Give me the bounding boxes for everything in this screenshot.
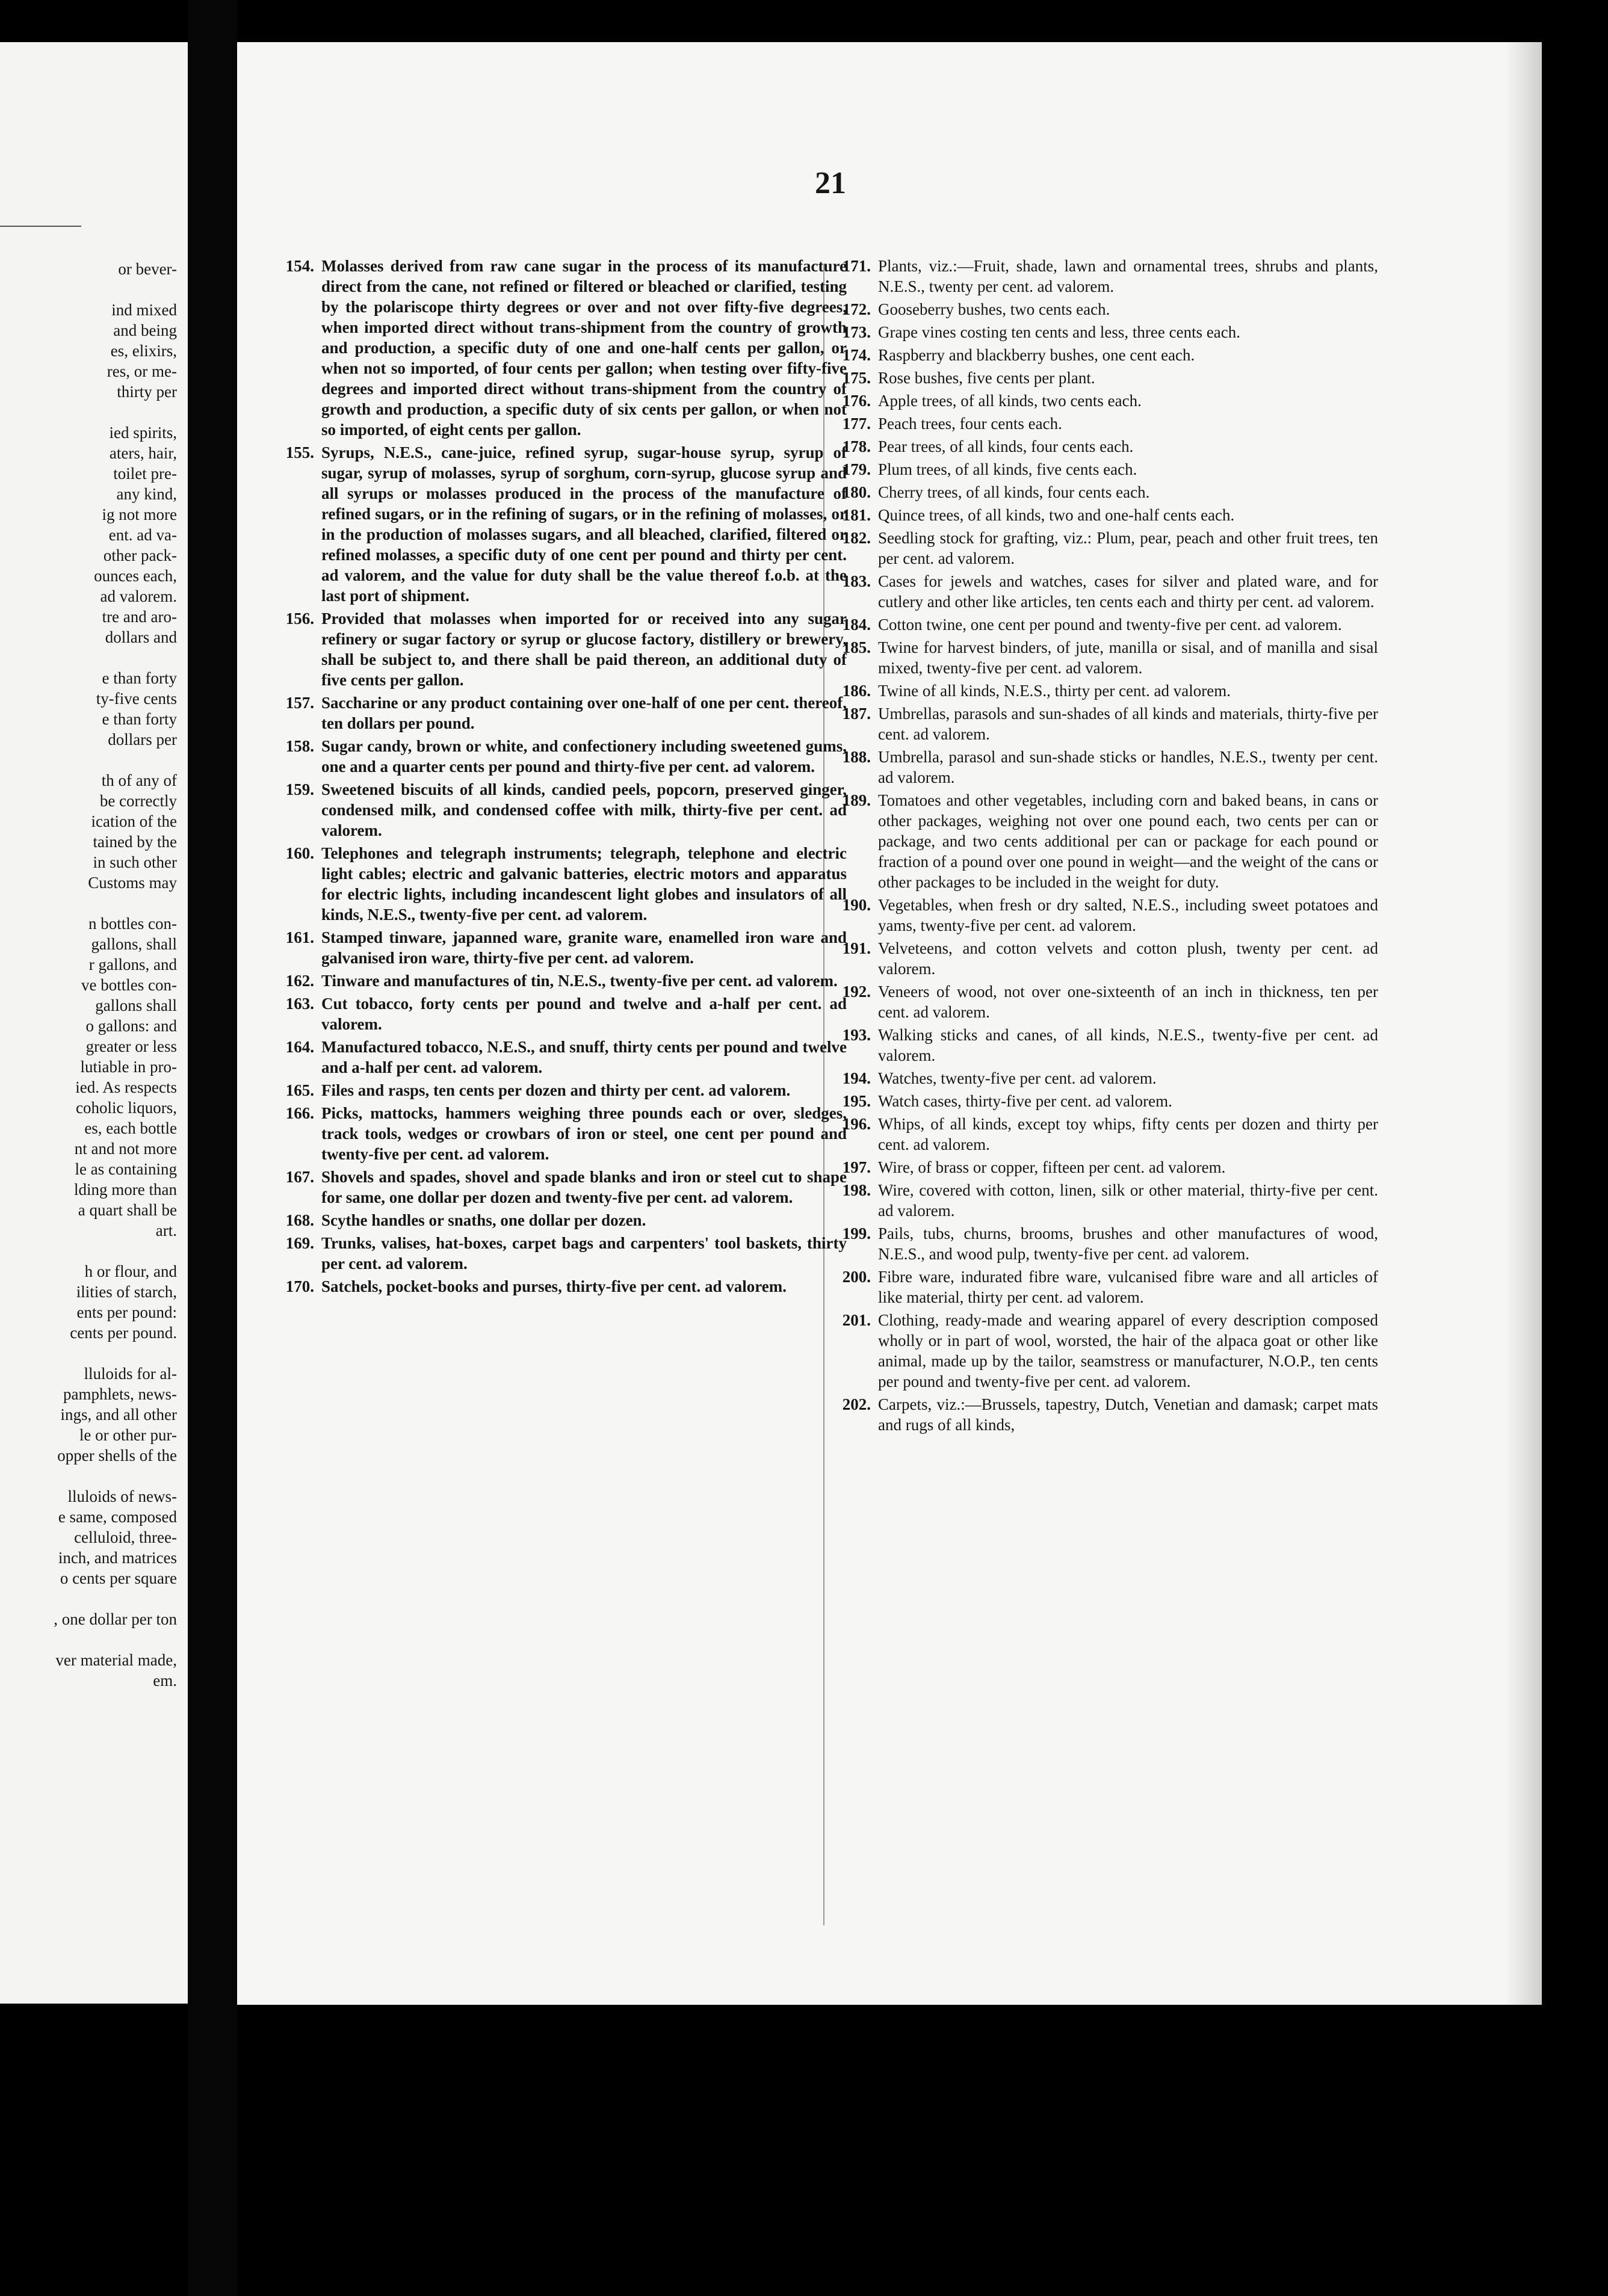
tariff-item-text: Pails, tubs, churns, brooms, brushes and other manufactures of wood, N.E.S., and wood pulp, twenty-five per cent. ad valorem. <box>878 1224 1378 1263</box>
page-number: 21 <box>815 166 846 200</box>
facing-page-line <box>0 1466 177 1486</box>
tariff-item <box>833 895 1378 936</box>
facing-page-line: em. <box>153 1671 177 1690</box>
tariff-item-number: 171. <box>842 257 871 275</box>
facing-page-line: ents per pound: <box>76 1303 177 1321</box>
tariff-item <box>833 299 1378 319</box>
tariff-item-text: Satchels, pocket-books and purses, thirty-five per cent. ad valorem. <box>321 1277 787 1295</box>
tariff-item-number: 198. <box>842 1181 871 1199</box>
tariff-item-text: Veneers of wood, not over one-sixteenth of an inch in thickness, ten per cent. ad valorem. <box>878 983 1378 1021</box>
tariff-item <box>833 938 1378 979</box>
tariff-item-number: 155. <box>285 443 314 461</box>
facing-page-line: res, or me- <box>107 362 177 380</box>
tariff-item-number: 188. <box>842 748 871 766</box>
facing-page-line <box>0 893 177 913</box>
facing-page-line: tained by the <box>93 833 177 851</box>
tariff-item-number: 161. <box>285 928 314 946</box>
tariff-item-text: Wire, covered with cotton, linen, silk or other material, thirty-five per cent. ad valorem. <box>878 1181 1378 1220</box>
facing-page-line: tre and aro- <box>102 608 177 626</box>
tariff-item <box>833 1157 1378 1177</box>
facing-page-line <box>0 750 177 770</box>
tariff-item-text: Tinware and manufactures of tin, N.E.S., twenty-five per cent. ad valorem. <box>321 972 838 990</box>
tariff-item-text: Watch cases, thirty-five per cent. ad valorem. <box>878 1092 1172 1110</box>
tariff-item <box>833 1091 1378 1111</box>
facing-page-fragment <box>0 42 188 2004</box>
facing-page-line: ent. ad va- <box>108 526 177 544</box>
tariff-item <box>833 1025 1378 1066</box>
tariff-item-text: Provided that molasses when imported for or received into any sugar refinery or sugar factory or syrup or glucose factory, distillery or brewery, shall be subject to, and there shall be paid thereon, an additional duty of five cents per gallon. <box>321 609 847 689</box>
tariff-item <box>278 256 847 440</box>
tariff-item-number: 197. <box>842 1158 871 1176</box>
tariff-item-text: Raspberry and blackberry bushes, one cent each. <box>878 346 1195 364</box>
tariff-item <box>833 368 1378 388</box>
tariff-item-text: Velveteens, and cotton velvets and cotton plush, twenty per cent. ad valorem. <box>878 939 1378 978</box>
facing-page-line: dollars per <box>108 730 177 748</box>
tariff-item-text: Grape vines costing ten cents and less, three cents each. <box>878 323 1241 341</box>
tariff-item <box>833 482 1378 502</box>
tariff-item <box>278 779 847 841</box>
tariff-item <box>278 1276 847 1297</box>
tariff-item-text: Cherry trees, of all kinds, four cents each. <box>878 483 1150 501</box>
tariff-item-number: 186. <box>842 682 871 700</box>
tariff-item <box>833 1267 1378 1307</box>
tariff-item-number: 170. <box>285 1277 314 1295</box>
tariff-item <box>278 442 847 606</box>
facing-page-line: ied. As respects <box>75 1078 177 1096</box>
tariff-item-number: 162. <box>285 972 314 990</box>
facing-page-rule <box>0 226 81 227</box>
tariff-item-text: Carpets, viz.:—Brussels, tapestry, Dutch, Venetian and damask; carpet mats and rugs of all kinds, <box>878 1395 1378 1434</box>
tariff-item-number: 178. <box>842 437 871 455</box>
tariff-item <box>278 693 847 733</box>
tariff-item <box>278 971 847 991</box>
tariff-item-number: 184. <box>842 616 871 634</box>
tariff-item-text: Picks, mattocks, hammers weighing three pounds each or over, sledges, track tools, wedges or crowbars of iron or steel, one cent per pound and twenty-five per cent. ad valorem. <box>321 1104 847 1163</box>
tariff-item <box>833 256 1378 297</box>
facing-page-line: o cents per square <box>60 1569 177 1587</box>
facing-page-text <box>0 259 177 1691</box>
tariff-item-number: 191. <box>842 939 871 957</box>
facing-page-line: es, each bottle <box>84 1119 177 1137</box>
tariff-item-text: Trunks, valises, hat-boxes, carpet bags and carpenters' tool baskets, thirty per cent. ad valorem. <box>321 1234 847 1273</box>
facing-page-line: nt and not more <box>74 1140 177 1158</box>
facing-page-line: ication of the <box>91 812 177 830</box>
tariff-item <box>833 322 1378 342</box>
tariff-item <box>833 1394 1378 1435</box>
tariff-item <box>833 571 1378 612</box>
facing-page-line: ver material made, <box>55 1651 177 1669</box>
tariff-item-number: 169. <box>285 1234 314 1252</box>
tariff-item-text: Clothing, ready-made and wearing apparel of every description composed wholly or in part of wool, worsted, the hair of the alpaca goat or other like animal, made up by the tailor, seamstress or manufacturer, N.O.P., ten cents per pound and twenty-five per cent. ad valorem. <box>878 1311 1378 1390</box>
tariff-item-text: Stamped tinware, japanned ware, granite ware, enamelled iron ware and galvanised iron ware, thirty-five per cent. ad valorem. <box>321 928 847 967</box>
tariff-item <box>278 1233 847 1274</box>
tariff-item-text: Watches, twenty-five per cent. ad valorem. <box>878 1069 1157 1087</box>
facing-page-line: cents per pound. <box>70 1324 177 1342</box>
tariff-item-number: 172. <box>842 300 871 318</box>
tariff-item-text: Umbrellas, parasols and sun-shades of all kinds and materials, thirty-five per cent. ad valorem. <box>878 705 1378 743</box>
tariff-item-number: 200. <box>842 1268 871 1286</box>
tariff-item <box>833 413 1378 434</box>
tariff-item-number: 168. <box>285 1211 314 1229</box>
tariff-item-text: Quince trees, of all kinds, two and one-half cents each. <box>878 506 1235 524</box>
facing-page-line: ve bottles con- <box>81 976 177 994</box>
tariff-column-left <box>278 256 847 1299</box>
tariff-item-text: Cases for jewels and watches, cases for silver and plated ware, and for cutlery and other like articles, ten cents each and thirty per cent. ad valorem. <box>878 572 1378 611</box>
tariff-item-text: Tomatoes and other vegetables, including corn and baked beans, in cans or other packages, weighing not over one pound each, two cents per can or package, and two cents additional per can or package for each pound or fraction of a pound over one pound in weight—and the weight of the cans or other packages to be included in the weight for duty. <box>878 791 1378 891</box>
tariff-item-number: 154. <box>285 257 314 275</box>
facing-page-line <box>0 402 177 422</box>
tariff-item-number: 193. <box>842 1026 871 1044</box>
facing-page-line: Customs may <box>88 874 177 892</box>
tariff-item-number: 187. <box>842 705 871 723</box>
tariff-item-number: 177. <box>842 415 871 433</box>
tariff-item-number: 157. <box>285 694 314 712</box>
facing-page-line: other pack- <box>103 546 177 564</box>
tariff-item-text: Telephones and telegraph instruments; telegraph, telephone and electric light cables; electric and galvanic batteries, electric motors and apparatus for electric lights, including incandescent light globes and insulators of all kinds, N.E.S., twenty-five per cent. ad valorem. <box>321 844 847 924</box>
tariff-item-text: Wire, of brass or copper, fifteen per cent. ad valorem. <box>878 1158 1226 1176</box>
tariff-item-number: 199. <box>842 1224 871 1242</box>
facing-page-line: e than forty <box>102 669 177 687</box>
tariff-item-text: Files and rasps, ten cents per dozen and thirty per cent. ad valorem. <box>321 1081 791 1099</box>
tariff-item-number: 159. <box>285 780 314 798</box>
facing-page-line: es, elixirs, <box>110 342 177 360</box>
facing-page-line: gallons, shall <box>91 935 177 953</box>
tariff-item <box>833 528 1378 569</box>
tariff-item <box>278 843 847 925</box>
facing-page-line: aters, hair, <box>109 444 177 462</box>
tariff-item-text: Apple trees, of all kinds, two cents each. <box>878 392 1142 410</box>
tariff-item <box>278 993 847 1034</box>
facing-page-line: thirty per <box>117 383 177 401</box>
tariff-item <box>833 390 1378 411</box>
facing-page-line <box>0 1241 177 1261</box>
tariff-item <box>833 637 1378 678</box>
facing-page-line: lluloids for al- <box>84 1365 177 1383</box>
tariff-item-text: Gooseberry bushes, two cents each. <box>878 300 1110 318</box>
tariff-item-text: Walking sticks and canes, of all kinds, N.E.S., twenty-five per cent. ad valorem. <box>878 1026 1378 1064</box>
facing-page-line: le or other pur- <box>79 1426 177 1444</box>
tariff-item <box>278 608 847 690</box>
facing-page-line: be correctly <box>99 792 177 810</box>
tariff-item <box>833 1223 1378 1264</box>
facing-page-line <box>0 1629 177 1650</box>
tariff-item <box>278 1037 847 1078</box>
facing-page-line: pamphlets, news- <box>63 1385 177 1403</box>
tariff-item <box>278 1103 847 1164</box>
tariff-item-number: 156. <box>285 609 314 628</box>
facing-page-line: in such other <box>93 853 177 871</box>
facing-page-line <box>0 279 177 300</box>
tariff-item <box>278 1210 847 1230</box>
tariff-item-text: Twine for harvest binders, of jute, manilla or sisal, and of manilla and sisal mixed, twenty-five per cent. ad valorem. <box>878 638 1378 677</box>
tariff-item <box>278 1167 847 1208</box>
tariff-item-number: 189. <box>842 791 871 809</box>
facing-page-line: and being <box>113 321 177 339</box>
facing-page-line: opper shells of the <box>57 1446 177 1464</box>
tariff-item-text: Plants, viz.:—Fruit, shade, lawn and ornamental trees, shrubs and plants, N.E.S., twenty per cent. ad valorem. <box>878 257 1378 295</box>
tariff-item <box>833 981 1378 1022</box>
tariff-item-number: 179. <box>842 460 871 478</box>
tariff-item <box>833 790 1378 892</box>
tariff-item-text: Vegetables, when fresh or dry salted, N.E.S., including sweet potatoes and yams, twenty-five per cent. ad valorem. <box>878 896 1378 934</box>
tariff-item <box>833 1310 1378 1392</box>
facing-page-line: le as containing <box>75 1160 177 1178</box>
tariff-item <box>278 736 847 777</box>
tariff-item <box>278 1080 847 1100</box>
tariff-item <box>833 614 1378 635</box>
facing-page-line <box>0 647 177 668</box>
facing-page-line: any kind, <box>116 485 177 503</box>
tariff-item-text: Sweetened biscuits of all kinds, candied peels, popcorn, preserved ginger, condensed milk, and condensed coffee with milk, thirty-five per cent. ad valorem. <box>321 780 847 839</box>
tariff-item-text: Seedling stock for grafting, viz.: Plum, pear, peach and other fruit trees, ten per cent. ad valorem. <box>878 529 1378 567</box>
facing-page-line: ig not more <box>102 505 177 523</box>
tariff-item-number: 174. <box>842 346 871 364</box>
facing-page-line: ings, and all other <box>60 1406 177 1424</box>
tariff-item-number: 183. <box>842 572 871 590</box>
tariff-item-text: Plum trees, of all kinds, five cents each. <box>878 460 1137 478</box>
facing-page-line: ied spirits, <box>109 424 177 442</box>
facing-page-line: greater or less <box>85 1037 177 1055</box>
tariff-item-number: 160. <box>285 844 314 862</box>
tariff-item <box>833 505 1378 525</box>
facing-page-line: e same, composed <box>58 1508 177 1526</box>
facing-page-line <box>0 1588 177 1609</box>
tariff-item-text: Twine of all kinds, N.E.S., thirty per cent. ad valorem. <box>878 682 1231 700</box>
tariff-item-text: Fibre ware, indurated fibre ware, vulcanised fibre ware and all articles of like material, thirty per cent. ad valorem. <box>878 1268 1378 1306</box>
tariff-item <box>833 345 1378 365</box>
tariff-item-text: Umbrella, parasol and sun-shade sticks or handles, N.E.S., twenty per cent. ad valorem. <box>878 748 1378 786</box>
facing-page-line: gallons shall <box>95 996 177 1014</box>
facing-page-line <box>0 1343 177 1363</box>
tariff-item-text: Shovels and spades, shovel and spade blanks and iron or steel cut to shape for same, one dollar per dozen and twenty-five per cent. ad valorem. <box>321 1168 847 1206</box>
tariff-item <box>833 747 1378 788</box>
page-edge-shadow <box>1506 42 1542 2005</box>
facing-page-line: art. <box>155 1221 177 1239</box>
tariff-item-number: 176. <box>842 392 871 410</box>
tariff-item-text: Sugar candy, brown or white, and confectionery including sweetened gums, one and a quarter cents per pound and thirty-five per cent. ad valorem. <box>321 737 847 776</box>
facing-page-line: r gallons, and <box>88 955 177 974</box>
facing-page-line: lutiable in pro- <box>80 1058 177 1076</box>
facing-page-line: toilet pre- <box>113 464 177 483</box>
tariff-item-number: 164. <box>285 1038 314 1056</box>
tariff-item-number: 158. <box>285 737 314 755</box>
tariff-item-number: 180. <box>842 483 871 501</box>
tariff-item-text: Cut tobacco, forty cents per pound and twelve and a-half per cent. ad valorem. <box>321 995 847 1033</box>
facing-page-line: th of any of <box>101 771 177 789</box>
tariff-item-number: 173. <box>842 323 871 341</box>
tariff-item-text: Cotton twine, one cent per pound and twenty-five per cent. ad valorem. <box>878 616 1342 634</box>
facing-page-line: n bottles con- <box>88 915 177 933</box>
tariff-item-number: 181. <box>842 506 871 524</box>
facing-page-line: o gallons: and <box>85 1017 177 1035</box>
tariff-item-number: 175. <box>842 369 871 387</box>
facing-page-line: dollars and <box>105 628 177 646</box>
tariff-item-number: 165. <box>285 1081 314 1099</box>
facing-page-line: ind mixed <box>111 301 177 319</box>
facing-page-line: coholic liquors, <box>76 1099 177 1117</box>
tariff-item <box>833 459 1378 480</box>
facing-page-line: h or flour, and <box>84 1262 177 1280</box>
facing-page-line: a quart shall be <box>78 1201 177 1219</box>
facing-page-line: , one dollar per ton <box>54 1610 177 1628</box>
tariff-item-text: Saccharine or any product containing over one-half of one per cent. thereof, ten dollars per pound. <box>321 694 847 732</box>
facing-page-line: lluloids of news- <box>67 1487 177 1505</box>
tariff-item <box>833 680 1378 701</box>
tariff-item <box>278 927 847 968</box>
tariff-item-text: Scythe handles or snaths, one dollar per dozen. <box>321 1211 646 1229</box>
tariff-item <box>833 703 1378 744</box>
facing-page-line: e than forty <box>102 710 177 728</box>
tariff-item <box>833 1180 1378 1221</box>
tariff-item-number: 163. <box>285 995 314 1013</box>
tariff-item-number: 196. <box>842 1115 871 1133</box>
facing-page-line: ounces each, <box>94 567 177 585</box>
tariff-item-number: 192. <box>842 983 871 1001</box>
facing-page-line: ilities of starch, <box>76 1283 177 1301</box>
facing-page-line: celluloid, three- <box>74 1528 177 1546</box>
tariff-item-number: 182. <box>842 529 871 547</box>
tariff-item-number: 201. <box>842 1311 871 1329</box>
tariff-item-number: 190. <box>842 896 871 914</box>
tariff-item-number: 195. <box>842 1092 871 1110</box>
facing-page-line: ty-five cents <box>96 690 177 708</box>
tariff-item <box>833 1068 1378 1088</box>
tariff-item-text: Molasses derived from raw cane sugar in the process of its manufacture direct from the cane, not refined or filtered or bleached or clarified, testing by the polariscope thirty degrees or over and not over fifty-five degrees, when imported direct without trans-shipment from the country of growth and production, a specific duty of one and one-half cents per gallon, or when not so imported, of four cents per gallon; when testing over fifty-five degrees and imported direct without trans-shipment from the country of growth and production, a specific duty of six cents per gallon, or when not so imported, of eight cents per gallon. <box>321 257 847 439</box>
tariff-item-text: Pear trees, of all kinds, four cents each. <box>878 437 1134 455</box>
facing-page-line: lding more than <box>74 1180 177 1199</box>
tariff-column-right <box>833 256 1378 1437</box>
facing-page-line: inch, and matrices <box>58 1549 177 1567</box>
tariff-item-number: 194. <box>842 1069 871 1087</box>
tariff-item-text: Peach trees, four cents each. <box>878 415 1062 433</box>
book-gutter <box>188 0 237 2296</box>
facing-page-line: or bever- <box>118 260 177 278</box>
tariff-item-text: Rose bushes, five cents per plant. <box>878 369 1095 387</box>
tariff-item-number: 202. <box>842 1395 871 1413</box>
tariff-item <box>833 1114 1378 1155</box>
tariff-item-number: 166. <box>285 1104 314 1122</box>
tariff-item-text: Whips, of all kinds, except toy whips, fifty cents per dozen and thirty per cent. ad valorem. <box>878 1115 1378 1153</box>
tariff-item <box>833 436 1378 457</box>
facing-page-line: ad valorem. <box>100 587 177 605</box>
tariff-item-number: 185. <box>842 638 871 656</box>
tariff-item-text: Manufactured tobacco, N.E.S., and snuff, thirty cents per pound and twelve and a-half per cent. ad valorem. <box>321 1038 847 1076</box>
tariff-item-number: 167. <box>285 1168 314 1186</box>
tariff-item-text: Syrups, N.E.S., cane-juice, refined syrup, sugar-house syrup, syrup of sugar, syrup of molasses, syrup of sorghum, corn-syrup, glucose syrup and all syrups or molasses produced in the process of the manufacture of refined sugars, or in the refining of sugars, or in the refining of molasses, or in the production of molasses sugars, and all bleached, clarified, filtered or refined molasses, a specific duty of one cent per pound and thirty per cent. ad valorem, and the value for duty shall be the value thereof f.o.b. at the last port of shipment. <box>321 443 847 605</box>
